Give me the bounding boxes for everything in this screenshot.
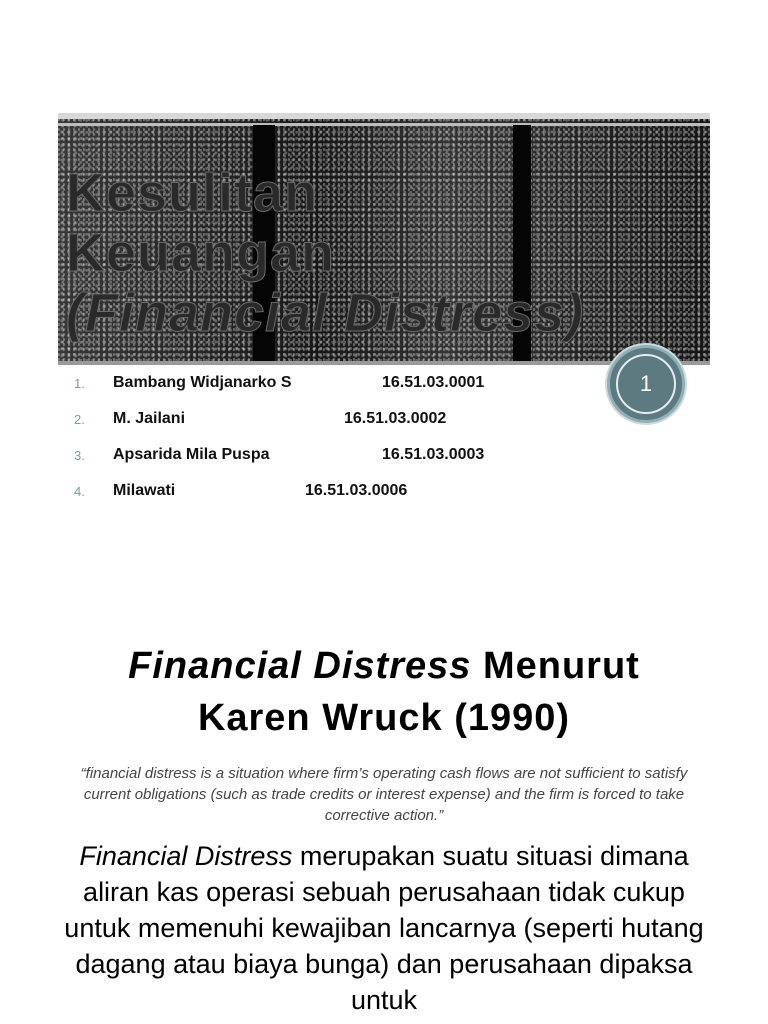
- slide-title-line: (Financial Distress): [66, 283, 585, 343]
- slide-title-line: Keuangan: [66, 223, 336, 283]
- slide-heading: [0, 640, 768, 744]
- member-name: Apsarida Mila Puspa: [113, 446, 270, 463]
- banner-top-stripe-thin: [58, 123, 710, 126]
- definition-text: merupakan suatu situasi dimana aliran kas operasi sebuah perusahaan tidak cukup untuk memenuhi kewajiban lancarnya (seperti hutang dagang atau biaya bunga) dan perusahaan dipaksa untuk: [64, 841, 704, 1015]
- list-item: [0, 444, 768, 470]
- quote-text: “financial distress is a situation where firm’s operating cash flows are not sufficient to satisfy current obligations (such as trade credits or interest expense) and the firm is forced to take corrective action.”: [80, 765, 688, 824]
- slide-title-line: Kesulitan: [66, 163, 319, 223]
- member-nim: 16.51.03.0001: [382, 374, 485, 391]
- heading-text: Menurut: [471, 645, 640, 687]
- slide-number: 1: [616, 354, 676, 414]
- banner-top-stripe: [58, 113, 710, 119]
- list-item: [0, 480, 768, 506]
- list-number: 2.: [74, 412, 85, 427]
- slide-title: [66, 163, 706, 343]
- list-number: 4.: [74, 484, 85, 499]
- list-number: 1.: [74, 376, 85, 391]
- member-name: Milawati: [113, 482, 176, 499]
- member-nim: 16.51.03.0006: [305, 482, 408, 499]
- title-banner: [58, 113, 710, 365]
- member-nim: 16.51.03.0002: [344, 410, 447, 427]
- heading-term: Financial Distress: [128, 645, 472, 687]
- definition-paragraph: [60, 838, 708, 1018]
- list-number: 3.: [74, 448, 85, 463]
- member-nim: 16.51.03.0003: [382, 446, 485, 463]
- heading-text-line2: Karen Wruck (1990): [197, 697, 571, 739]
- member-name: M. Jailani: [113, 410, 186, 427]
- list-item: [0, 408, 768, 434]
- definition-term: Financial Distress: [79, 841, 293, 871]
- member-name: Bambang Widjanarko S: [113, 374, 292, 391]
- list-item: [0, 372, 768, 398]
